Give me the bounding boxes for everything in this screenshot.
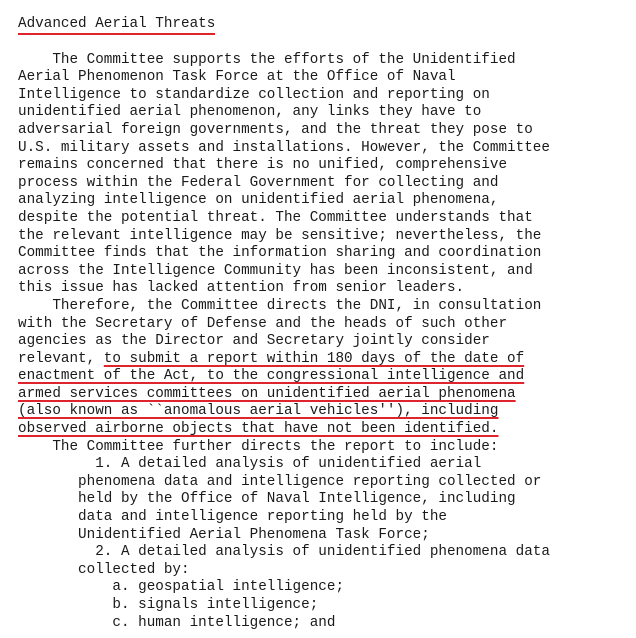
text-line bbox=[18, 351, 550, 369]
highlighted-text: to submit a report within 180 days of the date of bbox=[103, 350, 525, 367]
sub-list-item: c. human intelligence; and bbox=[18, 614, 336, 631]
text-line: with the Secretary of Defense and the heads of such other bbox=[18, 315, 508, 332]
text-line: remains concerned that there is no unified, comprehensive bbox=[18, 157, 508, 174]
text-line: analyzing intelligence on unidentified aerial phenomena, bbox=[18, 192, 499, 209]
text-line: across the Intelligence Community has been inconsistent, and bbox=[18, 262, 533, 279]
text-line: The Committee supports the efforts of the Unidentified bbox=[18, 51, 516, 68]
text-line: Committee finds that the information sharing and coordination bbox=[18, 245, 542, 262]
text-line: process within the Federal Government for collecting and bbox=[18, 174, 499, 191]
paragraph-1 bbox=[18, 52, 550, 298]
list-item: 2. A detailed analysis of unidentified phenomena data bbox=[18, 544, 550, 561]
list-item: 1. A detailed analysis of unidentified aerial bbox=[18, 456, 482, 473]
text-line bbox=[18, 368, 550, 386]
text-line: unidentified aerial phenomenon, any links they have to bbox=[18, 104, 482, 121]
sub-list-item: b. signals intelligence; bbox=[18, 597, 319, 613]
text-line: the relevant intelligence may be sensitive; nevertheless, the bbox=[18, 227, 542, 244]
text-line: data and intelligence reporting held by the bbox=[18, 509, 447, 526]
text-line: The Committee further directs the report to include: bbox=[18, 438, 499, 455]
text-line: Unidentified Aerial Phenomena Task Force; bbox=[18, 526, 430, 543]
text-line: agencies as the Director and Secretary jointly consider bbox=[18, 333, 490, 350]
text-line: held by the Office of Naval Intelligence, including bbox=[18, 491, 516, 508]
heading-line bbox=[18, 16, 550, 34]
section-heading: Advanced Aerial Threats bbox=[18, 16, 215, 35]
paragraph-3 bbox=[18, 439, 550, 633]
highlighted-text: (also known as ``anomalous aerial vehicles''), including bbox=[18, 403, 499, 420]
highlighted-text: observed airborne objects that have not been identified. bbox=[18, 421, 499, 438]
text-line bbox=[18, 386, 550, 404]
text-line: Aerial Phenomenon Task Force at the Office of Naval bbox=[18, 69, 456, 86]
text-span: relevant, bbox=[18, 350, 104, 367]
highlighted-text: enactment of the Act, to the congressional intelligence and bbox=[18, 368, 525, 385]
text-line bbox=[18, 421, 550, 439]
text-line: this issue has lacked attention from senior leaders. bbox=[18, 280, 465, 297]
text-line: phenomena data and intelligence reporting collected or bbox=[18, 473, 542, 490]
paragraph-2 bbox=[18, 298, 550, 439]
text-line: Therefore, the Committee directs the DNI, in consultation bbox=[18, 297, 542, 314]
text-line: Intelligence to standardize collection and reporting on bbox=[18, 86, 490, 103]
text-line: U.S. military assets and installations. However, the Committee bbox=[18, 139, 550, 156]
highlighted-text: armed services committees on unidentified aerial phenomena bbox=[18, 385, 516, 402]
sub-list-item: a. geospatial intelligence; bbox=[18, 579, 345, 596]
text-line: adversarial foreign governments, and the threat they pose to bbox=[18, 121, 533, 138]
text-line: collected by: bbox=[18, 561, 190, 578]
text-line: despite the potential threat. The Committee understands that bbox=[18, 209, 533, 226]
text-line bbox=[18, 403, 550, 421]
document-body bbox=[18, 16, 550, 632]
